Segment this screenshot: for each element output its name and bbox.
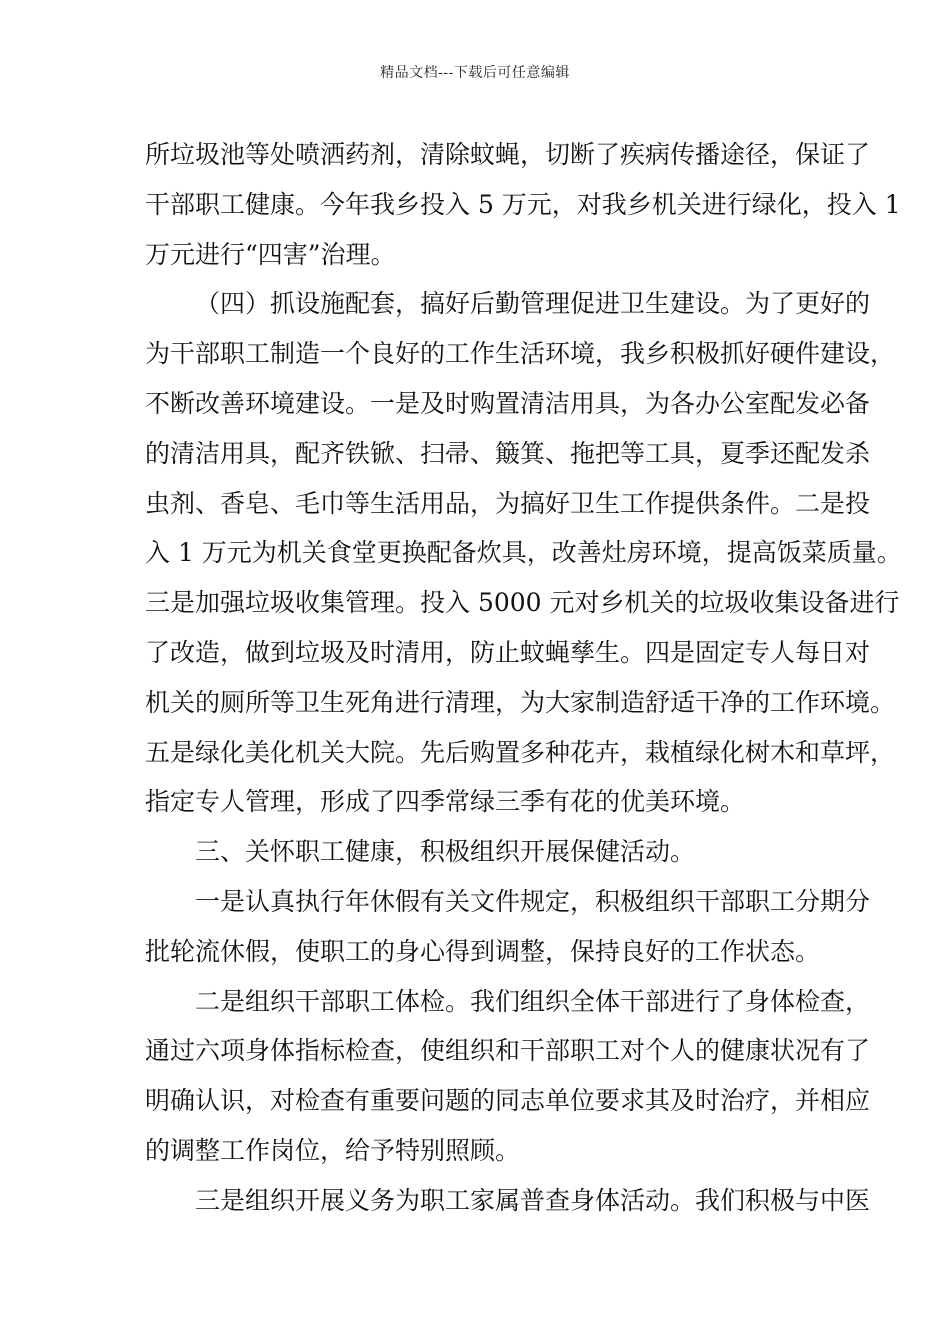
text-line: 了改造，做到垃圾及时清用，防止蚊蝇孳生。四是固定专人每日对 (145, 637, 871, 667)
text-line: 干部职工健康。今年我乡投入 5 万元，对我乡机关进行绿化，投入 1 (145, 189, 901, 219)
text-line: 入 1 万元为机关食堂更换配备炊具，改善灶房环境，提高饭菜质量。 (145, 538, 902, 568)
text-line: 五是绿化美化机关大院。先后购置多种花卉，栽植绿化树木和草坪， (145, 737, 896, 767)
text-line: 通过六项身体指标检查，使组织和干部职工对个人的健康状况有了 (145, 1036, 871, 1066)
page-header: 精品文档---下载后可任意编辑 (380, 65, 570, 81)
text-line: 机关的厕所等卫生死角进行清理，为大家制造舒适干净的工作环境。 (145, 687, 896, 717)
text-line: 的清洁用具，配齐铁锨、扫帚、簸箕、拖把等工具，夏季还配发杀 (145, 438, 871, 468)
text-line: 虫剂、香皂、毛巾等生活用品，为搞好卫生工作提供条件。二是投 (145, 488, 871, 518)
text-line: 万元进行“四害”治理。 (145, 239, 396, 269)
text-line: 为干部职工制造一个良好的工作生活环境，我乡积极抓好硬件建设， (145, 339, 896, 369)
text-line: 三、关怀职工健康，积极组织开展保健活动。 (195, 837, 696, 867)
text-line: 批轮流休假，使职工的身心得到调整，保持良好的工作状态。 (145, 936, 821, 966)
text-line: 三是组织开展义务为职工家属普查身体活动。我们积极与中医 (195, 1185, 871, 1215)
text-line: 指定专人管理，形成了四季常绿三季有花的优美环境。 (145, 787, 746, 817)
text-line: 明确认识，对检查有重要问题的同志单位要求其及时治疗，并相应 (145, 1086, 871, 1116)
text-line: 的调整工作岗位，给予特别照顾。 (145, 1135, 521, 1165)
text-line: 不断改善环境建设。一是及时购置清洁用具，为各办公室配发必备 (145, 388, 871, 418)
text-line: 二是组织干部职工体检。我们组织全体干部进行了身体检查， (195, 986, 871, 1016)
text-line: （四）抓设施配套，搞好后勤管理促进卫生建设。为了更好的 (195, 289, 871, 319)
document-body (145, 130, 902, 1226)
text-line: 一是认真执行年休假有关文件规定，积极组织干部职工分期分 (195, 886, 871, 916)
text-line: 所垃圾池等处喷洒药剂，清除蚊蝇，切断了疾病传播途径，保证了 (145, 140, 871, 169)
text-line: 三是加强垃圾收集管理。投入 5000 元对乡机关的垃圾收集设备进行 (145, 588, 900, 618)
